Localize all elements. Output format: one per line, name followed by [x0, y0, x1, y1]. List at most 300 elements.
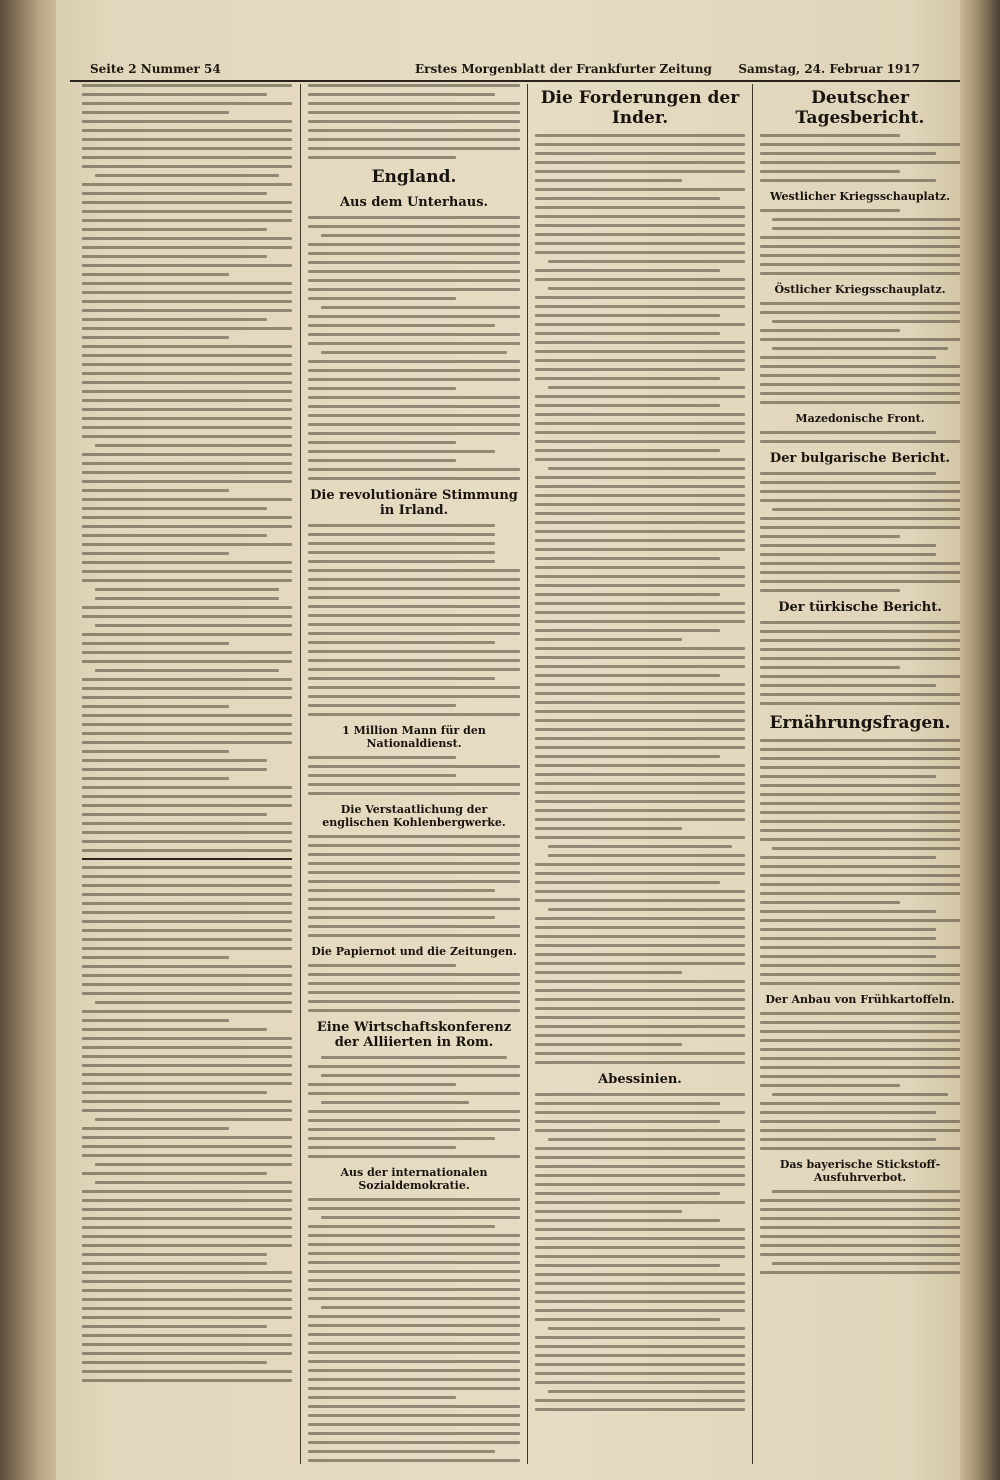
text-line	[308, 533, 495, 536]
text-line	[548, 854, 745, 857]
text-line	[308, 441, 456, 444]
text-line	[308, 297, 456, 300]
text-line	[535, 809, 745, 812]
text-line	[535, 656, 745, 659]
text-line	[760, 802, 960, 805]
text-line	[535, 728, 745, 731]
text-line	[535, 584, 745, 587]
text-line	[548, 467, 745, 470]
text-line	[535, 1201, 745, 1204]
subheadline-oestlicher: Östlicher Kriegsschauplatz.	[774, 283, 946, 296]
text-line	[760, 1226, 960, 1229]
text-line	[760, 365, 960, 368]
text-line	[82, 902, 292, 905]
text-line	[82, 462, 292, 465]
text-line	[82, 714, 292, 717]
text-line	[308, 333, 520, 336]
text-line	[82, 1136, 292, 1139]
text-line	[95, 588, 280, 591]
text-line	[760, 302, 960, 305]
text-line	[82, 759, 267, 762]
text-line	[308, 542, 495, 545]
text-line	[535, 665, 745, 668]
text-line	[760, 1129, 960, 1132]
text-line	[760, 883, 960, 886]
text-line	[760, 784, 960, 787]
text-line	[760, 946, 960, 949]
text-line	[308, 1387, 520, 1390]
text-line	[535, 224, 745, 227]
text-line	[308, 129, 520, 132]
text-line	[308, 1083, 456, 1086]
article-body	[308, 964, 520, 1012]
text-line	[308, 973, 520, 976]
text-line	[760, 245, 960, 248]
text-line	[82, 1145, 292, 1148]
article-body	[82, 866, 292, 1382]
text-line	[535, 332, 720, 335]
text-line	[82, 1334, 292, 1337]
headline-sozialdemokratie: Aus der internationalen Sozialdemokratie.	[340, 1166, 488, 1192]
text-line	[535, 557, 720, 560]
text-line	[760, 1138, 936, 1141]
text-line	[308, 111, 520, 114]
text-line	[760, 838, 960, 841]
text-line	[760, 693, 960, 696]
column-rule	[300, 84, 301, 1464]
text-line	[760, 1075, 960, 1078]
text-line	[82, 1235, 292, 1238]
text-line	[82, 822, 292, 825]
text-line	[535, 800, 745, 803]
text-line	[82, 1379, 292, 1382]
text-line	[535, 440, 745, 443]
text-line	[535, 1034, 745, 1037]
text-line	[82, 138, 292, 141]
text-line	[535, 611, 745, 614]
text-line	[82, 363, 292, 366]
text-line	[82, 480, 292, 483]
text-line	[760, 1039, 960, 1042]
text-line	[308, 147, 520, 150]
text-line	[760, 937, 936, 940]
text-line	[82, 1280, 292, 1283]
text-line	[308, 1459, 520, 1462]
text-line	[82, 1046, 292, 1049]
text-line	[308, 1324, 520, 1327]
text-line	[82, 192, 267, 195]
text-line	[535, 746, 745, 749]
text-line	[548, 845, 733, 848]
text-line	[308, 1065, 520, 1068]
article-body	[535, 1093, 745, 1411]
text-line	[535, 710, 745, 713]
text-line	[535, 620, 745, 623]
text-line	[760, 675, 960, 678]
text-line	[308, 477, 520, 480]
article-body	[308, 84, 520, 159]
text-line	[82, 498, 292, 501]
text-line	[772, 320, 960, 323]
text-line	[535, 269, 720, 272]
text-line	[535, 1255, 745, 1258]
text-line	[308, 261, 520, 264]
text-line	[308, 756, 456, 759]
text-line	[760, 1120, 960, 1123]
text-line	[82, 956, 229, 959]
text-line	[82, 426, 292, 429]
article-body	[308, 1198, 520, 1464]
text-line	[95, 444, 292, 447]
text-line	[308, 156, 456, 159]
text-line	[308, 560, 495, 563]
text-line	[760, 553, 936, 556]
text-line	[82, 1010, 292, 1013]
text-line	[535, 1372, 745, 1375]
text-line	[760, 621, 960, 624]
text-line	[82, 507, 267, 510]
text-line	[760, 236, 960, 239]
text-line	[760, 1217, 960, 1220]
text-line	[82, 929, 292, 932]
article-body	[308, 756, 520, 795]
text-line	[308, 1092, 520, 1095]
text-line	[308, 862, 520, 865]
text-line	[760, 209, 900, 212]
text-line	[82, 875, 292, 878]
text-line	[760, 1102, 960, 1105]
text-line	[535, 323, 745, 326]
text-line	[308, 279, 520, 282]
article-body	[760, 134, 960, 182]
text-line	[548, 1327, 745, 1330]
text-line	[760, 1066, 960, 1069]
text-line	[308, 569, 520, 572]
text-line	[535, 791, 745, 794]
text-line	[82, 1226, 292, 1229]
text-line	[535, 341, 745, 344]
headline-stickstoff: Das bayerische Stickstoff-Ausfuhrverbot.	[779, 1158, 941, 1184]
text-line	[308, 596, 520, 599]
text-line	[308, 1450, 495, 1453]
text-line	[308, 1225, 495, 1228]
text-line	[308, 889, 495, 892]
text-line	[308, 120, 520, 123]
headline-papiernot: Die Papiernot und die Zeitungen.	[311, 945, 517, 958]
text-line	[535, 296, 745, 299]
text-line	[82, 1262, 267, 1265]
text-line	[760, 490, 960, 493]
text-line	[82, 1172, 267, 1175]
text-line	[308, 668, 520, 671]
article-body	[760, 1012, 960, 1150]
text-line	[535, 1210, 682, 1213]
text-line	[82, 1253, 267, 1256]
text-line	[535, 935, 745, 938]
text-line	[760, 928, 936, 931]
text-line	[535, 449, 720, 452]
text-line	[548, 287, 745, 290]
text-line	[308, 713, 520, 716]
text-line	[535, 314, 720, 317]
headline-england: England.	[371, 167, 457, 187]
text-line	[82, 633, 292, 636]
text-line	[760, 383, 960, 386]
text-line	[760, 440, 960, 443]
text-line	[535, 593, 720, 596]
text-line	[535, 404, 720, 407]
text-line	[82, 1100, 292, 1103]
text-line	[760, 793, 960, 796]
text-line	[308, 405, 520, 408]
text-line	[535, 251, 745, 254]
text-line	[535, 926, 745, 929]
text-line	[760, 829, 960, 832]
text-line	[308, 880, 520, 883]
text-line	[308, 1009, 520, 1012]
text-line	[82, 804, 292, 807]
headline-ernaehrung: Ernährungsfragen.	[769, 713, 951, 733]
text-line	[82, 273, 229, 276]
text-line	[535, 1016, 745, 1019]
text-line	[82, 642, 229, 645]
text-line	[82, 300, 292, 303]
text-line	[548, 908, 745, 911]
text-line	[535, 278, 745, 281]
text-line	[308, 1261, 520, 1264]
text-line	[760, 263, 960, 266]
text-line	[308, 587, 520, 590]
text-line	[82, 992, 292, 995]
text-line	[308, 1207, 520, 1210]
text-line	[308, 369, 520, 372]
text-line	[535, 962, 745, 965]
text-line	[82, 651, 292, 654]
text-line	[760, 329, 900, 332]
text-line	[535, 485, 745, 488]
text-line	[760, 472, 936, 475]
text-line	[82, 1325, 267, 1328]
text-line	[308, 1243, 520, 1246]
text-line	[308, 243, 520, 246]
headline-tagesbericht: Deutscher Tagesbericht.	[795, 88, 925, 128]
text-line	[548, 1390, 745, 1393]
text-line	[760, 1235, 960, 1238]
text-line	[308, 387, 456, 390]
text-line	[82, 210, 292, 213]
article-body	[308, 524, 520, 716]
text-line	[82, 1019, 229, 1022]
text-line	[535, 1219, 720, 1222]
text-line	[82, 372, 292, 375]
text-line	[760, 1199, 960, 1202]
text-line	[321, 1306, 520, 1309]
article-body	[760, 621, 960, 705]
text-line	[760, 919, 960, 922]
text-line	[760, 666, 900, 669]
text-line	[535, 998, 745, 1001]
text-line	[308, 288, 520, 291]
text-line	[772, 227, 960, 230]
text-line	[82, 561, 292, 564]
text-line	[308, 459, 456, 462]
text-line	[82, 84, 292, 87]
text-line	[760, 517, 960, 520]
text-line	[308, 524, 495, 527]
text-line	[82, 795, 292, 798]
text-line	[760, 739, 960, 742]
column-2	[308, 84, 520, 1464]
text-line	[82, 1352, 292, 1355]
text-line	[82, 705, 229, 708]
text-line	[535, 521, 745, 524]
text-line	[535, 953, 745, 956]
text-line	[535, 899, 745, 902]
text-line	[760, 535, 900, 538]
text-line	[82, 102, 292, 105]
text-line	[308, 1155, 520, 1158]
text-line	[760, 1253, 960, 1256]
text-line	[760, 589, 900, 592]
text-line	[760, 431, 936, 434]
text-line	[535, 143, 745, 146]
text-line	[760, 901, 900, 904]
text-line	[82, 552, 229, 555]
text-line	[535, 1246, 745, 1249]
text-line	[535, 359, 745, 362]
text-line	[82, 606, 292, 609]
text-line	[535, 1192, 720, 1195]
text-line	[82, 390, 292, 393]
text-line	[82, 534, 267, 537]
text-line	[760, 152, 936, 155]
text-line	[535, 917, 745, 920]
article-body	[760, 472, 960, 592]
text-line	[95, 597, 280, 600]
text-line	[535, 305, 745, 308]
text-line	[760, 1111, 936, 1114]
text-line	[535, 395, 745, 398]
text-line	[321, 1216, 520, 1219]
text-line	[535, 215, 745, 218]
text-line	[308, 835, 520, 838]
text-line	[535, 512, 745, 515]
text-line	[760, 401, 960, 404]
text-line	[82, 93, 267, 96]
text-line	[535, 206, 745, 209]
text-line	[535, 881, 720, 884]
text-line	[82, 1037, 292, 1040]
text-line	[82, 282, 292, 285]
text-line	[535, 530, 745, 533]
headline-nationaldienst: 1 Million Mann für den Nationaldienst.	[342, 724, 486, 750]
text-line	[308, 1279, 520, 1282]
text-line	[82, 246, 292, 249]
text-line	[308, 853, 520, 856]
text-line	[760, 571, 960, 574]
text-line	[535, 1061, 745, 1064]
text-line	[535, 350, 745, 353]
text-line	[308, 844, 520, 847]
subheadline-westlicher: Westlicher Kriegsschauplatz.	[770, 190, 950, 203]
text-line	[535, 431, 745, 434]
text-line	[760, 338, 960, 341]
text-line	[82, 111, 229, 114]
text-line	[760, 630, 960, 633]
text-line	[321, 1074, 520, 1077]
text-line	[308, 1198, 520, 1201]
text-line	[95, 1163, 292, 1166]
text-line	[82, 399, 292, 402]
text-line	[772, 1262, 960, 1265]
text-line	[82, 965, 292, 968]
text-line	[82, 1271, 292, 1274]
text-line	[535, 1300, 745, 1303]
text-line	[535, 755, 720, 758]
text-line	[535, 1318, 720, 1321]
text-line	[760, 1208, 960, 1211]
text-line	[535, 1120, 720, 1123]
text-line	[535, 629, 720, 632]
article-body	[308, 216, 520, 480]
text-line	[535, 647, 745, 650]
text-line	[760, 311, 960, 314]
page-header	[70, 58, 960, 82]
text-line	[308, 925, 520, 928]
text-line	[308, 423, 520, 426]
article-body	[760, 302, 960, 404]
text-line	[321, 1101, 469, 1104]
text-line	[308, 650, 520, 653]
text-line	[535, 179, 682, 182]
headline-abessinien: Abessinien.	[598, 1072, 682, 1087]
article-body	[760, 431, 960, 443]
text-line	[308, 1423, 520, 1426]
text-line	[308, 632, 520, 635]
text-line	[760, 562, 960, 565]
text-line	[82, 1208, 292, 1211]
text-line	[760, 757, 960, 760]
text-line	[760, 1012, 960, 1015]
text-line	[760, 272, 960, 275]
text-line	[760, 856, 936, 859]
text-line	[82, 570, 292, 573]
text-line	[535, 1052, 745, 1055]
book-spine-shadow	[0, 0, 58, 1480]
text-line	[535, 1025, 745, 1028]
text-line	[308, 1360, 520, 1363]
text-line	[535, 782, 745, 785]
text-line	[308, 623, 520, 626]
text-line	[82, 318, 267, 321]
text-line	[535, 764, 745, 767]
text-line	[548, 386, 745, 389]
text-line	[308, 1288, 520, 1291]
text-line	[535, 1183, 745, 1186]
text-line	[535, 368, 745, 371]
text-line	[82, 1109, 292, 1112]
text-line	[308, 450, 495, 453]
article-body	[760, 209, 960, 275]
text-line	[82, 228, 267, 231]
column-1	[82, 84, 292, 1464]
text-line	[760, 820, 960, 823]
text-line	[82, 435, 292, 438]
text-line	[308, 765, 520, 768]
page-edge-shadow	[960, 0, 1000, 1480]
text-line	[760, 865, 960, 868]
text-line	[82, 219, 292, 222]
